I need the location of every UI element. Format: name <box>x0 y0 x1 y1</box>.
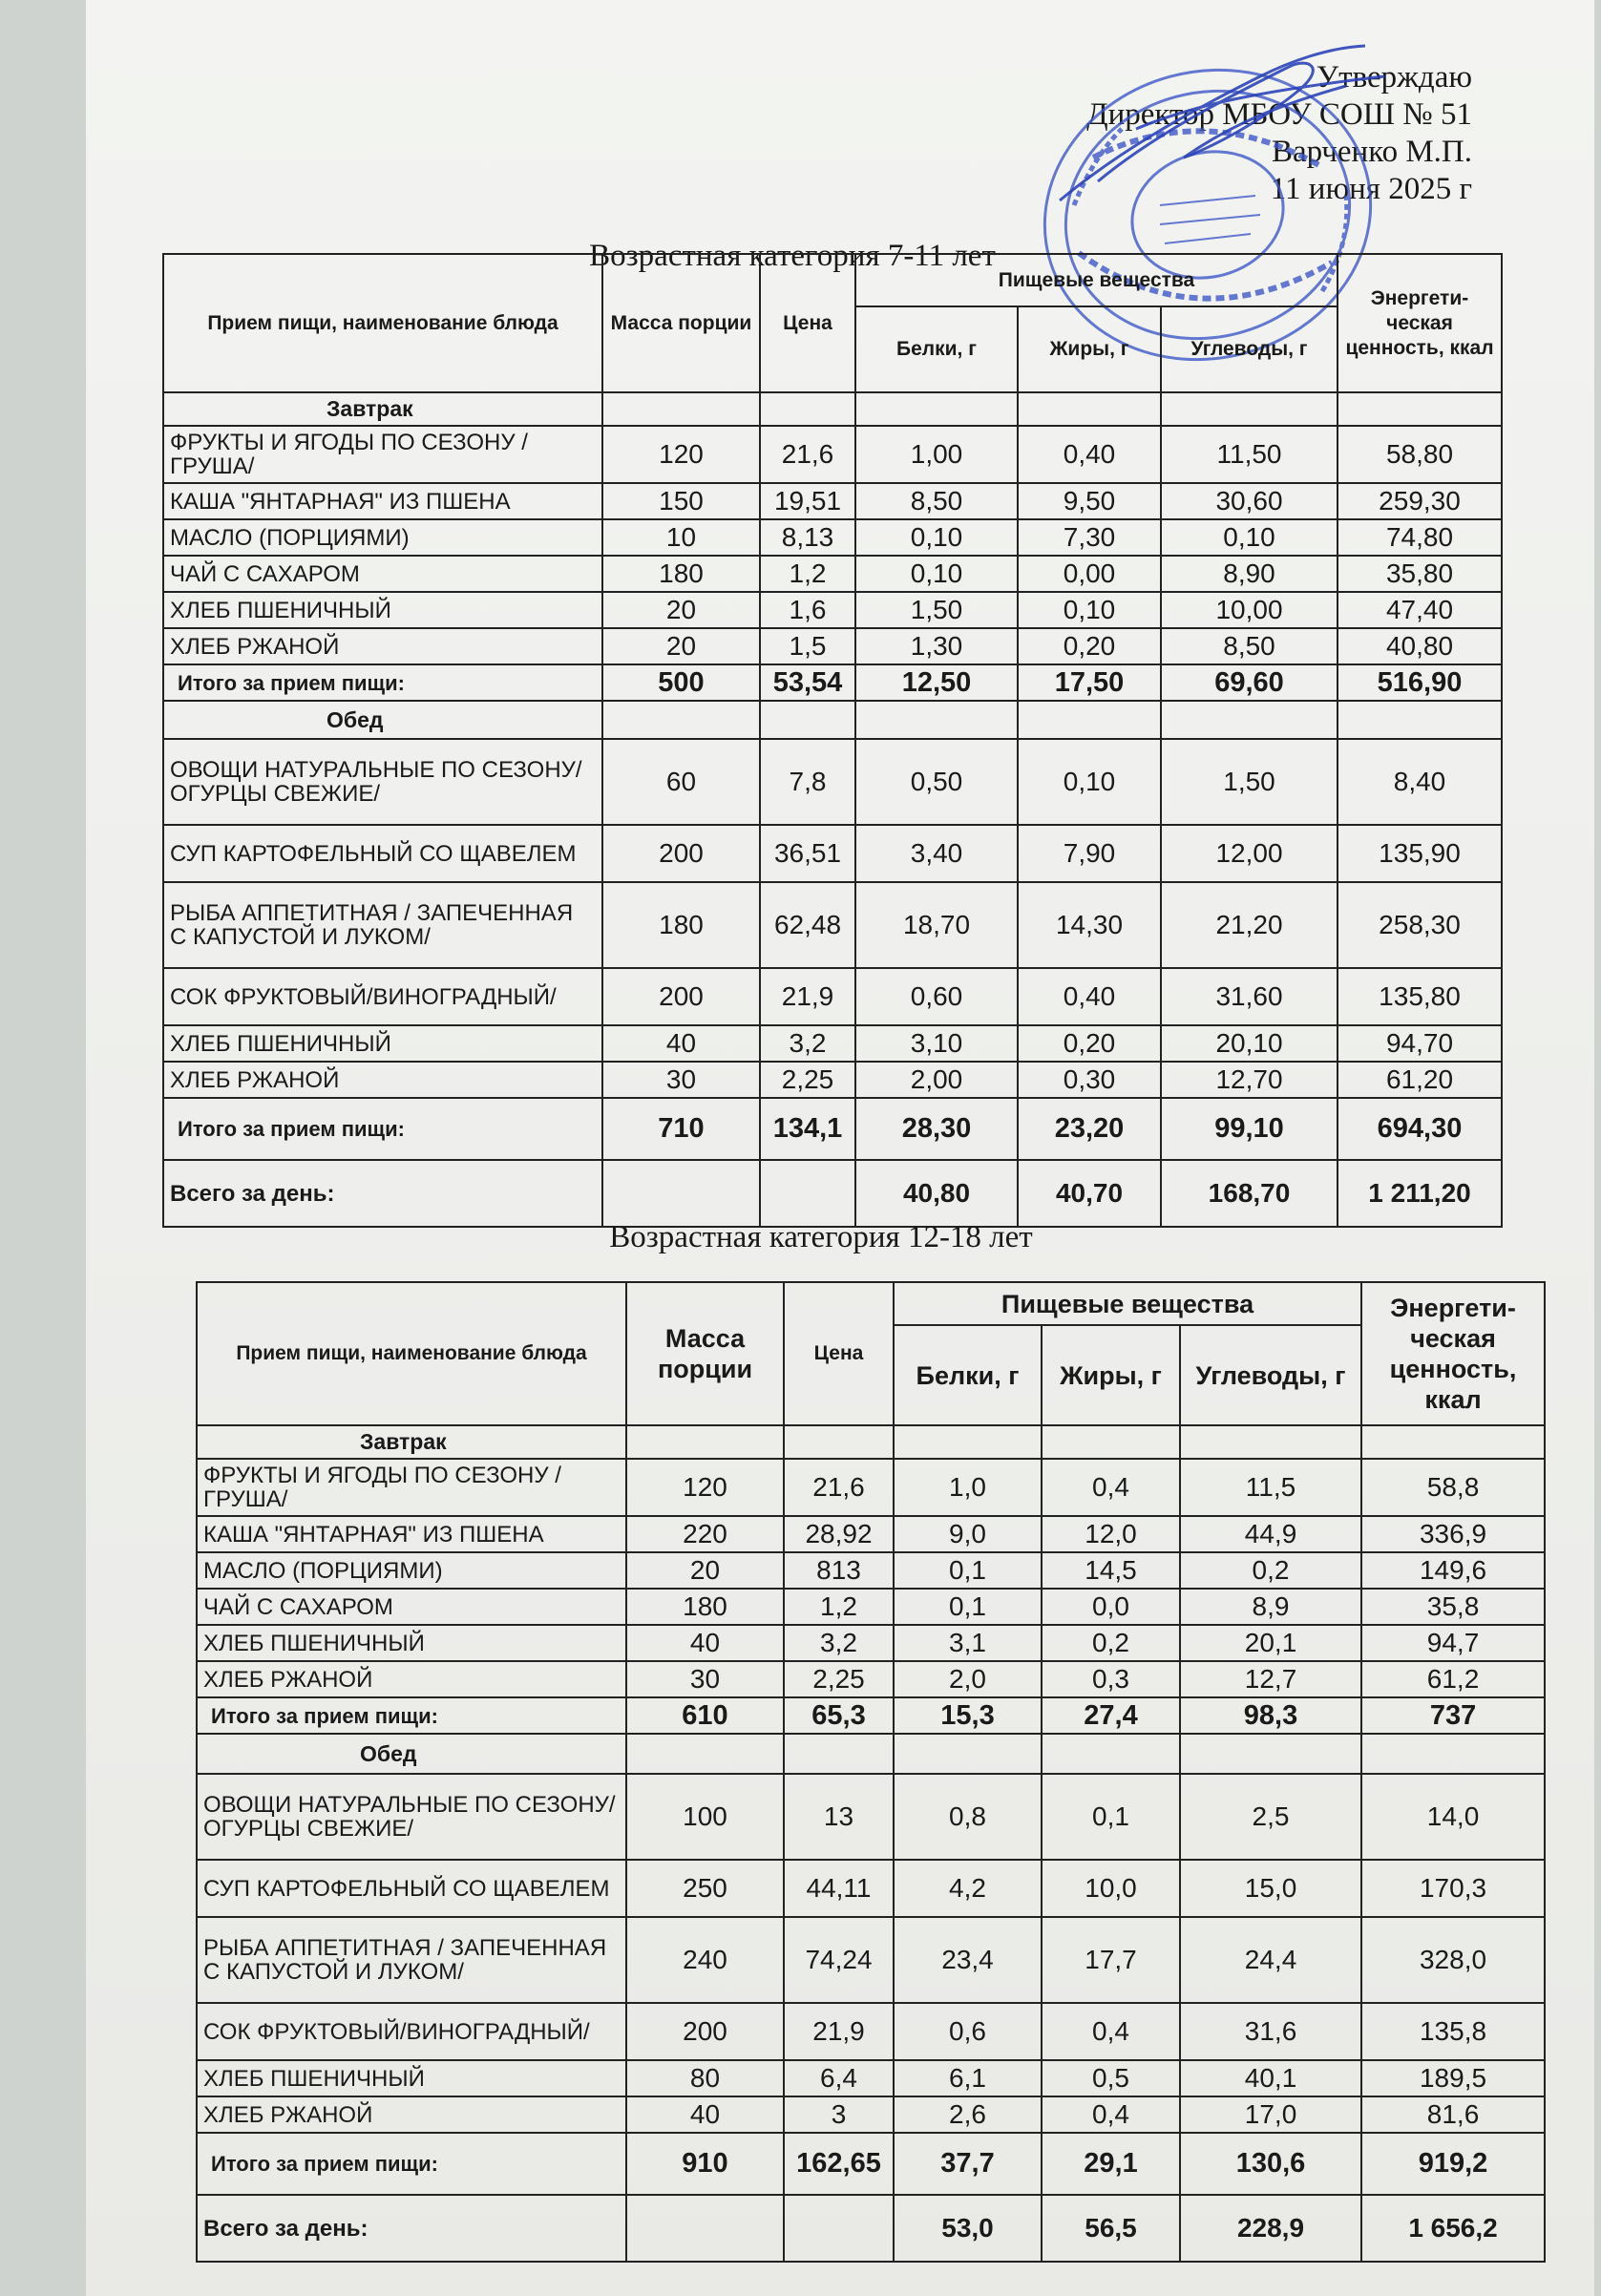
protein-cell: 2,00 <box>855 1062 1018 1098</box>
fat-cell: 0,3 <box>1042 1661 1180 1697</box>
table-row <box>163 1025 1502 1062</box>
mass-cell: 20 <box>602 592 760 628</box>
mass-cell: 10 <box>602 519 760 556</box>
energy-cell: 135,90 <box>1338 825 1502 882</box>
table-row <box>163 968 1502 1025</box>
protein-cell: 3,1 <box>894 1625 1042 1661</box>
table-row <box>163 882 1502 968</box>
table-row <box>197 1516 1545 1552</box>
approval-title: Утверждаю <box>1316 60 1472 95</box>
total-label: Итого за прием пищи: <box>163 1098 602 1160</box>
price-cell: 21,6 <box>784 1459 894 1516</box>
section-label: Завтрак <box>163 392 602 426</box>
protein-cell: 0,8 <box>894 1774 1042 1860</box>
mass-cell: 40 <box>626 1625 784 1661</box>
price-cell: 3,2 <box>784 1625 894 1661</box>
carbs-cell: 98,3 <box>1180 1697 1361 1734</box>
total-row <box>163 664 1502 701</box>
mass-cell <box>626 2195 784 2262</box>
mass-cell: 20 <box>626 1552 784 1589</box>
carbs-cell: 15,0 <box>1180 1860 1361 1917</box>
carbs-cell: 44,9 <box>1180 1516 1361 1552</box>
protein-cell: 0,10 <box>855 519 1018 556</box>
dish-name: ХЛЕБ РЖАНОЙ <box>163 1062 602 1098</box>
table-row <box>197 2195 1545 2262</box>
price-cell: 13 <box>784 1774 894 1860</box>
price-cell: 28,92 <box>784 1516 894 1552</box>
fat-cell: 0,1 <box>1042 1774 1180 1860</box>
table-row <box>163 592 1502 628</box>
table-row <box>163 519 1502 556</box>
price-cell: 813 <box>784 1552 894 1589</box>
carbs-cell: 99,10 <box>1161 1098 1338 1160</box>
price-cell: 21,9 <box>760 968 855 1025</box>
dish-name: ФРУКТЫ И ЯГОДЫ ПО СЕЗОНУ /ГРУША/ <box>163 426 602 483</box>
table-row <box>163 483 1502 519</box>
energy-cell: 149,6 <box>1361 1552 1545 1589</box>
dish-name: ХЛЕБ РЖАНОЙ <box>197 1661 626 1697</box>
header-mass: Масса порции <box>602 254 760 392</box>
fat-cell: 14,30 <box>1018 882 1161 968</box>
total-label: Итого за прием пищи: <box>163 664 602 701</box>
table-row <box>197 1774 1545 1860</box>
protein-cell: 37,7 <box>894 2133 1042 2195</box>
energy-cell: 81,6 <box>1361 2096 1545 2133</box>
carbs-cell: 1,50 <box>1161 739 1338 825</box>
price-cell: 2,25 <box>760 1062 855 1098</box>
protein-cell: 8,50 <box>855 483 1018 519</box>
protein-cell: 1,50 <box>855 592 1018 628</box>
fat-cell: 0,40 <box>1018 426 1161 483</box>
mass-cell: 20 <box>602 628 760 664</box>
header-meal: Прием пищи, наименование блюда <box>163 254 602 392</box>
category-2-title: Возрастная категория 12-18 лет <box>609 1220 1033 1254</box>
price-cell: 8,13 <box>760 519 855 556</box>
energy-cell: 94,70 <box>1338 1025 1502 1062</box>
total-row <box>197 2133 1545 2195</box>
header-protein: Белки, г <box>855 306 1018 392</box>
mass-cell: 30 <box>626 1661 784 1697</box>
dish-name: ХЛЕБ РЖАНОЙ <box>197 2096 626 2133</box>
mass-cell: 60 <box>602 739 760 825</box>
carbs-cell: 0,2 <box>1180 1552 1361 1589</box>
fat-cell: 0,10 <box>1018 592 1161 628</box>
dish-name: ХЛЕБ ПШЕНИЧНЫЙ <box>163 592 602 628</box>
dish-name: ОВОЩИ НАТУРАЛЬНЫЕ ПО СЕЗОНУ/ ОГУРЦЫ СВЕЖИЕ/ <box>197 1774 626 1860</box>
fat-cell: 0,40 <box>1018 968 1161 1025</box>
fat-cell: 14,5 <box>1042 1552 1180 1589</box>
mass-cell: 180 <box>602 556 760 592</box>
fat-cell: 0,4 <box>1042 2096 1180 2133</box>
protein-cell: 0,1 <box>894 1552 1042 1589</box>
carbs-cell: 168,70 <box>1161 1160 1338 1227</box>
approval-date: 11 июня 2025 г <box>1270 172 1472 206</box>
energy-cell: 135,8 <box>1361 2003 1545 2060</box>
protein-cell: 9,0 <box>894 1516 1042 1552</box>
mass-cell: 180 <box>626 1589 784 1625</box>
mass-cell: 40 <box>602 1025 760 1062</box>
total-row <box>197 1697 1545 1734</box>
header-carbs: Углеводы, г <box>1180 1325 1361 1425</box>
price-cell: 3,2 <box>760 1025 855 1062</box>
carbs-cell: 12,70 <box>1161 1062 1338 1098</box>
mass-cell: 250 <box>626 1860 784 1917</box>
signature-icon <box>1041 38 1403 229</box>
fat-cell: 17,7 <box>1042 1917 1180 2003</box>
dish-name: СУП КАРТОФЕЛЬНЫЙ СО ЩАВЕЛЕМ <box>163 825 602 882</box>
protein-cell: 3,10 <box>855 1025 1018 1062</box>
dish-name: ХЛЕБ ПШЕНИЧНЫЙ <box>197 1625 626 1661</box>
fat-cell: 27,4 <box>1042 1697 1180 1734</box>
carbs-cell: 20,10 <box>1161 1025 1338 1062</box>
dish-name: ЧАЙ С САХАРОМ <box>163 556 602 592</box>
mass-cell <box>602 1160 760 1227</box>
energy-cell: 94,7 <box>1361 1625 1545 1661</box>
fat-cell: 29,1 <box>1042 2133 1180 2195</box>
table-row <box>197 1552 1545 1589</box>
carbs-cell: 11,5 <box>1180 1459 1361 1516</box>
table-row <box>163 628 1502 664</box>
protein-cell: 2,0 <box>894 1661 1042 1697</box>
header-price: Цена <box>784 1282 894 1425</box>
dish-name: ЧАЙ С САХАРОМ <box>197 1589 626 1625</box>
mass-cell: 180 <box>602 882 760 968</box>
price-cell: 6,4 <box>784 2060 894 2096</box>
protein-cell: 0,60 <box>855 968 1018 1025</box>
energy-cell: 40,80 <box>1338 628 1502 664</box>
carbs-cell: 17,0 <box>1180 2096 1361 2133</box>
carbs-cell: 40,1 <box>1180 2060 1361 2096</box>
cat1-breakfast-section <box>163 392 1502 426</box>
price-cell: 134,1 <box>760 1098 855 1160</box>
mass-cell: 200 <box>602 968 760 1025</box>
carbs-cell: 2,5 <box>1180 1774 1361 1860</box>
dish-name: КАША "ЯНТАРНАЯ" ИЗ ПШЕНА <box>163 483 602 519</box>
protein-cell: 12,50 <box>855 664 1018 701</box>
price-cell: 19,51 <box>760 483 855 519</box>
header-fat: Жиры, г <box>1018 306 1161 392</box>
energy-cell: 919,2 <box>1361 2133 1545 2195</box>
energy-cell: 35,80 <box>1338 556 1502 592</box>
total-label: Итого за прием пищи: <box>197 2133 626 2195</box>
price-cell: 21,9 <box>784 2003 894 2060</box>
energy-cell: 74,80 <box>1338 519 1502 556</box>
mass-cell: 910 <box>626 2133 784 2195</box>
header-carbs: Углеводы, г <box>1161 306 1338 392</box>
energy-cell: 61,20 <box>1338 1062 1502 1098</box>
mass-cell: 30 <box>602 1062 760 1098</box>
category-1-title: Возрастная категория 7-11 лет <box>589 239 996 273</box>
carbs-cell: 69,60 <box>1161 664 1338 701</box>
dish-name: СОК ФРУКТОВЫЙ/ВИНОГРАДНЫЙ/ <box>163 968 602 1025</box>
carbs-cell: 12,00 <box>1161 825 1338 882</box>
energy-cell: 259,30 <box>1338 483 1502 519</box>
fat-cell: 0,0 <box>1042 1589 1180 1625</box>
dish-name: РЫБА АППЕТИТНАЯ / ЗАПЕЧЕННАЯ С КАПУСТОЙ И ЛУКОМ/ <box>163 882 602 968</box>
protein-cell: 0,1 <box>894 1589 1042 1625</box>
mass-cell: 610 <box>626 1697 784 1734</box>
carbs-cell: 0,10 <box>1161 519 1338 556</box>
fat-cell: 23,20 <box>1018 1098 1161 1160</box>
protein-cell: 23,4 <box>894 1917 1042 2003</box>
energy-cell: 258,30 <box>1338 882 1502 968</box>
header-energy: Энергети-ческая ценность, ккал <box>1361 1282 1545 1425</box>
dish-name: КАША "ЯНТАРНАЯ" ИЗ ПШЕНА <box>197 1516 626 1552</box>
energy-cell: 170,3 <box>1361 1860 1545 1917</box>
table-row <box>197 1661 1545 1697</box>
price-cell: 7,8 <box>760 739 855 825</box>
energy-cell: 14,0 <box>1361 1774 1545 1860</box>
dish-name: ХЛЕБ ПШЕНИЧНЫЙ <box>197 2060 626 2096</box>
header-energy: Энергети-ческая ценность, ккал <box>1338 254 1502 392</box>
energy-cell: 516,90 <box>1338 664 1502 701</box>
table-row <box>163 1062 1502 1098</box>
carbs-cell: 20,1 <box>1180 1625 1361 1661</box>
mass-cell: 150 <box>602 483 760 519</box>
carbs-cell: 228,9 <box>1180 2195 1361 2262</box>
energy-cell: 35,8 <box>1361 1589 1545 1625</box>
mass-cell: 240 <box>626 1917 784 2003</box>
price-cell: 1,2 <box>784 1589 894 1625</box>
mass-cell: 220 <box>626 1516 784 1552</box>
header-nutrients: Пищевые вещества <box>894 1282 1361 1325</box>
protein-cell: 28,30 <box>855 1098 1018 1160</box>
table-row <box>197 2003 1545 2060</box>
price-cell: 65,3 <box>784 1697 894 1734</box>
energy-cell: 328,0 <box>1361 1917 1545 2003</box>
dish-name: СОК ФРУКТОВЫЙ/ВИНОГРАДНЫЙ/ <box>197 2003 626 2060</box>
protein-cell: 0,6 <box>894 2003 1042 2060</box>
price-cell <box>760 1160 855 1227</box>
energy-cell: 135,80 <box>1338 968 1502 1025</box>
price-cell: 21,6 <box>760 426 855 483</box>
protein-cell: 0,10 <box>855 556 1018 592</box>
fat-cell: 0,20 <box>1018 1025 1161 1062</box>
protein-cell: 6,1 <box>894 2060 1042 2096</box>
price-cell: 36,51 <box>760 825 855 882</box>
price-cell: 74,24 <box>784 1917 894 2003</box>
protein-cell: 2,6 <box>894 2096 1042 2133</box>
price-cell: 53,54 <box>760 664 855 701</box>
mass-cell: 200 <box>602 825 760 882</box>
energy-cell: 58,8 <box>1361 1459 1545 1516</box>
carbs-cell: 24,4 <box>1180 1917 1361 2003</box>
cat2-breakfast-section <box>197 1425 1545 1459</box>
table-row <box>197 2060 1545 2096</box>
fat-cell: 0,30 <box>1018 1062 1161 1098</box>
table-row <box>163 739 1502 825</box>
section-label: Завтрак <box>197 1425 626 1459</box>
price-cell: 2,25 <box>784 1661 894 1697</box>
carbs-cell: 8,9 <box>1180 1589 1361 1625</box>
mass-cell: 120 <box>602 426 760 483</box>
energy-cell: 694,30 <box>1338 1098 1502 1160</box>
total-label: Всего за день: <box>163 1160 602 1227</box>
menu-table-12-18 <box>196 1281 1546 2263</box>
carbs-cell: 8,50 <box>1161 628 1338 664</box>
energy-cell: 189,5 <box>1361 2060 1545 2096</box>
carbs-cell: 30,60 <box>1161 483 1338 519</box>
total-label: Всего за день: <box>197 2195 626 2262</box>
fat-cell: 9,50 <box>1018 483 1161 519</box>
section-label: Обед <box>163 701 602 739</box>
header-nutrients: Пищевые вещества <box>855 254 1338 306</box>
table-row <box>163 825 1502 882</box>
mass-cell: 200 <box>626 2003 784 2060</box>
protein-cell: 4,2 <box>894 1860 1042 1917</box>
mass-cell: 100 <box>626 1774 784 1860</box>
table-row <box>197 1860 1545 1917</box>
fat-cell: 7,90 <box>1018 825 1161 882</box>
fat-cell: 56,5 <box>1042 2195 1180 2262</box>
dish-name: МАСЛО (ПОРЦИЯМИ) <box>163 519 602 556</box>
dish-name: ОВОЩИ НАТУРАЛЬНЫЕ ПО СЕЗОНУ/ ОГУРЦЫ СВЕЖИЕ/ <box>163 739 602 825</box>
menu-table-7-11 <box>162 253 1503 1228</box>
table-row <box>163 426 1502 483</box>
mass-cell: 120 <box>626 1459 784 1516</box>
energy-cell: 47,40 <box>1338 592 1502 628</box>
header-meal: Прием пищи, наименование блюда <box>197 1282 626 1425</box>
energy-cell: 737 <box>1361 1697 1545 1734</box>
price-cell: 1,2 <box>760 556 855 592</box>
mass-cell: 80 <box>626 2060 784 2096</box>
energy-cell: 8,40 <box>1338 739 1502 825</box>
energy-cell: 336,9 <box>1361 1516 1545 1552</box>
energy-cell: 1 211,20 <box>1338 1160 1502 1227</box>
fat-cell: 7,30 <box>1018 519 1161 556</box>
table-row <box>197 1589 1545 1625</box>
approval-position: Директор МБОУ СОШ № 51 <box>1086 97 1472 132</box>
fat-cell: 17,50 <box>1018 664 1161 701</box>
header-protein: Белки, г <box>894 1325 1042 1425</box>
fat-cell: 10,0 <box>1042 1860 1180 1917</box>
carbs-cell: 11,50 <box>1161 426 1338 483</box>
protein-cell: 3,40 <box>855 825 1018 882</box>
price-cell <box>784 2195 894 2262</box>
table-row <box>197 1625 1545 1661</box>
table-row <box>163 1160 1502 1227</box>
energy-cell: 61,2 <box>1361 1661 1545 1697</box>
carbs-cell: 12,7 <box>1180 1661 1361 1697</box>
price-cell: 62,48 <box>760 882 855 968</box>
fat-cell: 40,70 <box>1018 1160 1161 1227</box>
cat2-lunch-section <box>197 1734 1545 1774</box>
table-row <box>197 2096 1545 2133</box>
mass-cell: 710 <box>602 1098 760 1160</box>
section-label: Обед <box>197 1734 626 1774</box>
carbs-cell: 31,60 <box>1161 968 1338 1025</box>
carbs-cell: 21,20 <box>1161 882 1338 968</box>
fat-cell: 0,00 <box>1018 556 1161 592</box>
fat-cell: 12,0 <box>1042 1516 1180 1552</box>
protein-cell: 0,50 <box>855 739 1018 825</box>
price-cell: 1,5 <box>760 628 855 664</box>
fat-cell: 0,4 <box>1042 2003 1180 2060</box>
fat-cell: 0,2 <box>1042 1625 1180 1661</box>
carbs-cell: 130,6 <box>1180 2133 1361 2195</box>
fat-cell: 0,5 <box>1042 2060 1180 2096</box>
header-mass: Масса порции <box>626 1282 784 1425</box>
dish-name: ХЛЕБ РЖАНОЙ <box>163 628 602 664</box>
approval-signer: Варченко М.П. <box>1271 135 1472 169</box>
table-row <box>163 556 1502 592</box>
total-row <box>163 1098 1502 1160</box>
price-cell: 44,11 <box>784 1860 894 1917</box>
carbs-cell: 8,90 <box>1161 556 1338 592</box>
dish-name: МАСЛО (ПОРЦИЯМИ) <box>197 1552 626 1589</box>
dish-name: РЫБА АППЕТИТНАЯ / ЗАПЕЧЕННАЯ С КАПУСТОЙ И ЛУКОМ/ <box>197 1917 626 2003</box>
dish-name: ФРУКТЫ И ЯГОДЫ ПО СЕЗОНУ /ГРУША/ <box>197 1459 626 1516</box>
price-cell: 1,6 <box>760 592 855 628</box>
protein-cell: 1,00 <box>855 426 1018 483</box>
dish-name: СУП КАРТОФЕЛЬНЫЙ СО ЩАВЕЛЕМ <box>197 1860 626 1917</box>
carbs-cell: 31,6 <box>1180 2003 1361 2060</box>
protein-cell: 1,30 <box>855 628 1018 664</box>
price-cell: 162,65 <box>784 2133 894 2195</box>
protein-cell: 15,3 <box>894 1697 1042 1734</box>
table-row <box>197 1459 1545 1516</box>
fat-cell: 0,20 <box>1018 628 1161 664</box>
energy-cell: 58,80 <box>1338 426 1502 483</box>
fat-cell: 0,4 <box>1042 1459 1180 1516</box>
mass-cell: 500 <box>602 664 760 701</box>
mass-cell: 40 <box>626 2096 784 2133</box>
protein-cell: 40,80 <box>855 1160 1018 1227</box>
total-label: Итого за прием пищи: <box>197 1697 626 1734</box>
header-price: Цена <box>760 254 855 392</box>
energy-cell: 1 656,2 <box>1361 2195 1545 2262</box>
table-row <box>197 1917 1545 2003</box>
protein-cell: 1,0 <box>894 1459 1042 1516</box>
carbs-cell: 10,00 <box>1161 592 1338 628</box>
fat-cell: 0,10 <box>1018 739 1161 825</box>
protein-cell: 53,0 <box>894 2195 1042 2262</box>
protein-cell: 18,70 <box>855 882 1018 968</box>
dish-name: ХЛЕБ ПШЕНИЧНЫЙ <box>163 1025 602 1062</box>
cat1-lunch-section <box>163 701 1502 739</box>
header-fat: Жиры, г <box>1042 1325 1180 1425</box>
price-cell: 3 <box>784 2096 894 2133</box>
